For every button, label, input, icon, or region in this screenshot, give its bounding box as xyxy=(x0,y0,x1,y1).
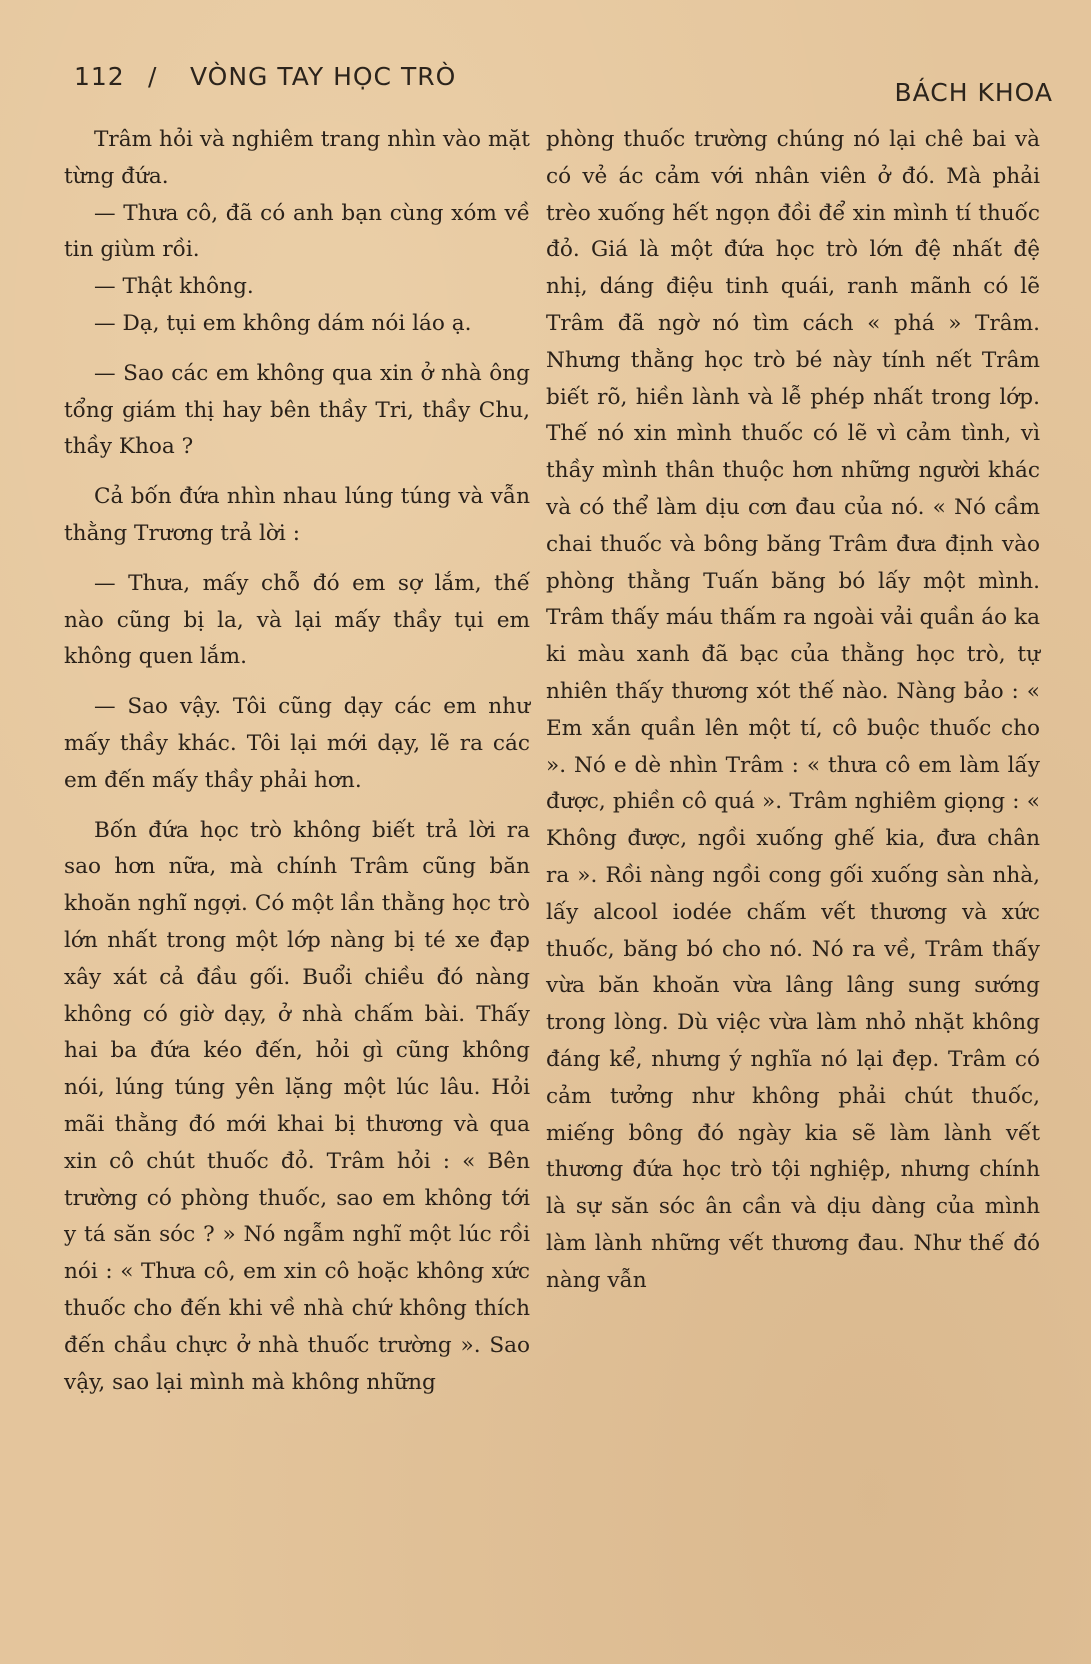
paragraph: — Thưa, mấy chỗ đó em sợ lắm, thế nào cũng bị la, và lại mấy thầy tụi em không quen lắm. xyxy=(64,570,530,670)
left-column xyxy=(64,122,530,1401)
paragraph: Trâm hỏi và nghiêm trang nhìn vào mặt từng đứa. xyxy=(64,127,530,189)
paragraph: Cả bốn đứa nhìn nhau lúng túng và vẫn thằng Trương trả lời : xyxy=(64,484,530,546)
header-separator: / xyxy=(148,62,158,91)
paragraph: phòng thuốc trường chúng nó lại chê bai và có vẻ ác cảm với nhân viên ở đó. Mà phải trèo xuống hết ngọn đồi để xin mình tí thuốc đỏ. Giá là một đứa học trò lớn đệ nhất đệ nhị, dáng điệu tinh quái, ranh mãnh có lẽ Trâm đã ngờ nó tìm cách « phá » Trâm. Nhưng thằng học trò bé này tính nết Trâm biết rõ, hiền lành và lễ phép nhất trong lớp. Thế nó xin mình thuốc có lẽ vì cảm tình, vì thầy mình thân thuộc hơn những người khác và có thể làm dịu cơn đau của nó. « Nó cầm chai thuốc và bông băng Trâm đưa định vào phòng thằng Tuấn băng bó lấy một mình. Trâm thấy máu thấm ra ngoài vải quần áo ka ki màu xanh đã bạc của thằng học trò, tự nhiên thấy thương xót thế nào. Nàng bảo : « Em xắn quần lên một tí, cô buộc thuốc cho ». Nó e dè nhìn Trâm : « thưa cô em làm lấy được, phiền cô quá ». Trâm nghiêm giọng : « Không được, ngồi xuống ghế kia, đưa chân ra ». Rồi nàng ngồi cong gối xuống sàn nhà, lấy alcool iodée chấm vết thương và xức thuốc, băng bó cho nó. Nó ra về, Trâm thấy vừa băn khoăn vừa lâng lâng sung sướng trong lòng. Dù việc vừa làm nhỏ nhặt không đáng kể, nhưng ý nghĩa nó lại đẹp. Trâm có cảm tưởng như không phải chút thuốc, miếng bông đó ngày kia sẽ làm lành vết thương đứa học trò tội nghiệp, nhưng chính là sự săn sóc ân cần và dịu dàng của mình làm lành những vết thương đau. Như thế đó nàng vẫn xyxy=(546,127,1040,1293)
paragraph: Bốn đứa học trò không biết trả lời ra sao hơn nữa, mà chính Trâm cũng băn khoăn nghĩ ngợi. Có một lần thằng học trò lớn nhất trong một lớp nàng bị té xe đạp xây xát cả đầu gối. Buổi chiều đó nàng không có giờ dạy, ở nhà chấm bài. Thấy hai ba đứa kéo đến, hỏi gì cũng không nói, lúng túng yên lặng một lúc lâu. Hỏi mãi thằng đó mới khai bị thương và qua xin cô chút thuốc đỏ. Trâm hỏi : « Bên trường có phòng thuốc, sao em không tới y tá săn sóc ? » Nó ngẫm nghĩ một lúc rồi nói : « Thưa cô, em xin cô hoặc không xức thuốc cho đến khi về nhà chứ không thích đến chầu chực ở nhà thuốc trường ». Sao vậy, sao lại mình mà không những xyxy=(64,817,530,1395)
paragraph: — Sao vậy. Tôi cũng dạy các em như mấy thầy khác. Tôi lại mới dạy, lẽ ra các em đến mấy thầy phải hơn. xyxy=(64,694,530,793)
paragraph: — Thật không. xyxy=(94,274,254,300)
magazine-name: BÁCH KHOA xyxy=(894,78,1053,107)
paragraph: — Sao các em không qua xin ở nhà ông tổng giám thị hay bên thầy Tri, thầy Chu, thầy Khoa ? xyxy=(64,360,530,460)
right-column xyxy=(546,122,1040,1300)
running-title: VÒNG TAY HỌC TRÒ xyxy=(190,62,457,91)
page-header xyxy=(74,58,1053,107)
page-number: 112 xyxy=(74,62,125,91)
paragraph: — Thưa cô, đã có anh bạn cùng xóm về tin giùm rồi. xyxy=(64,200,530,263)
paragraph: — Dạ, tụi em không dám nói láo ạ. xyxy=(94,310,472,336)
